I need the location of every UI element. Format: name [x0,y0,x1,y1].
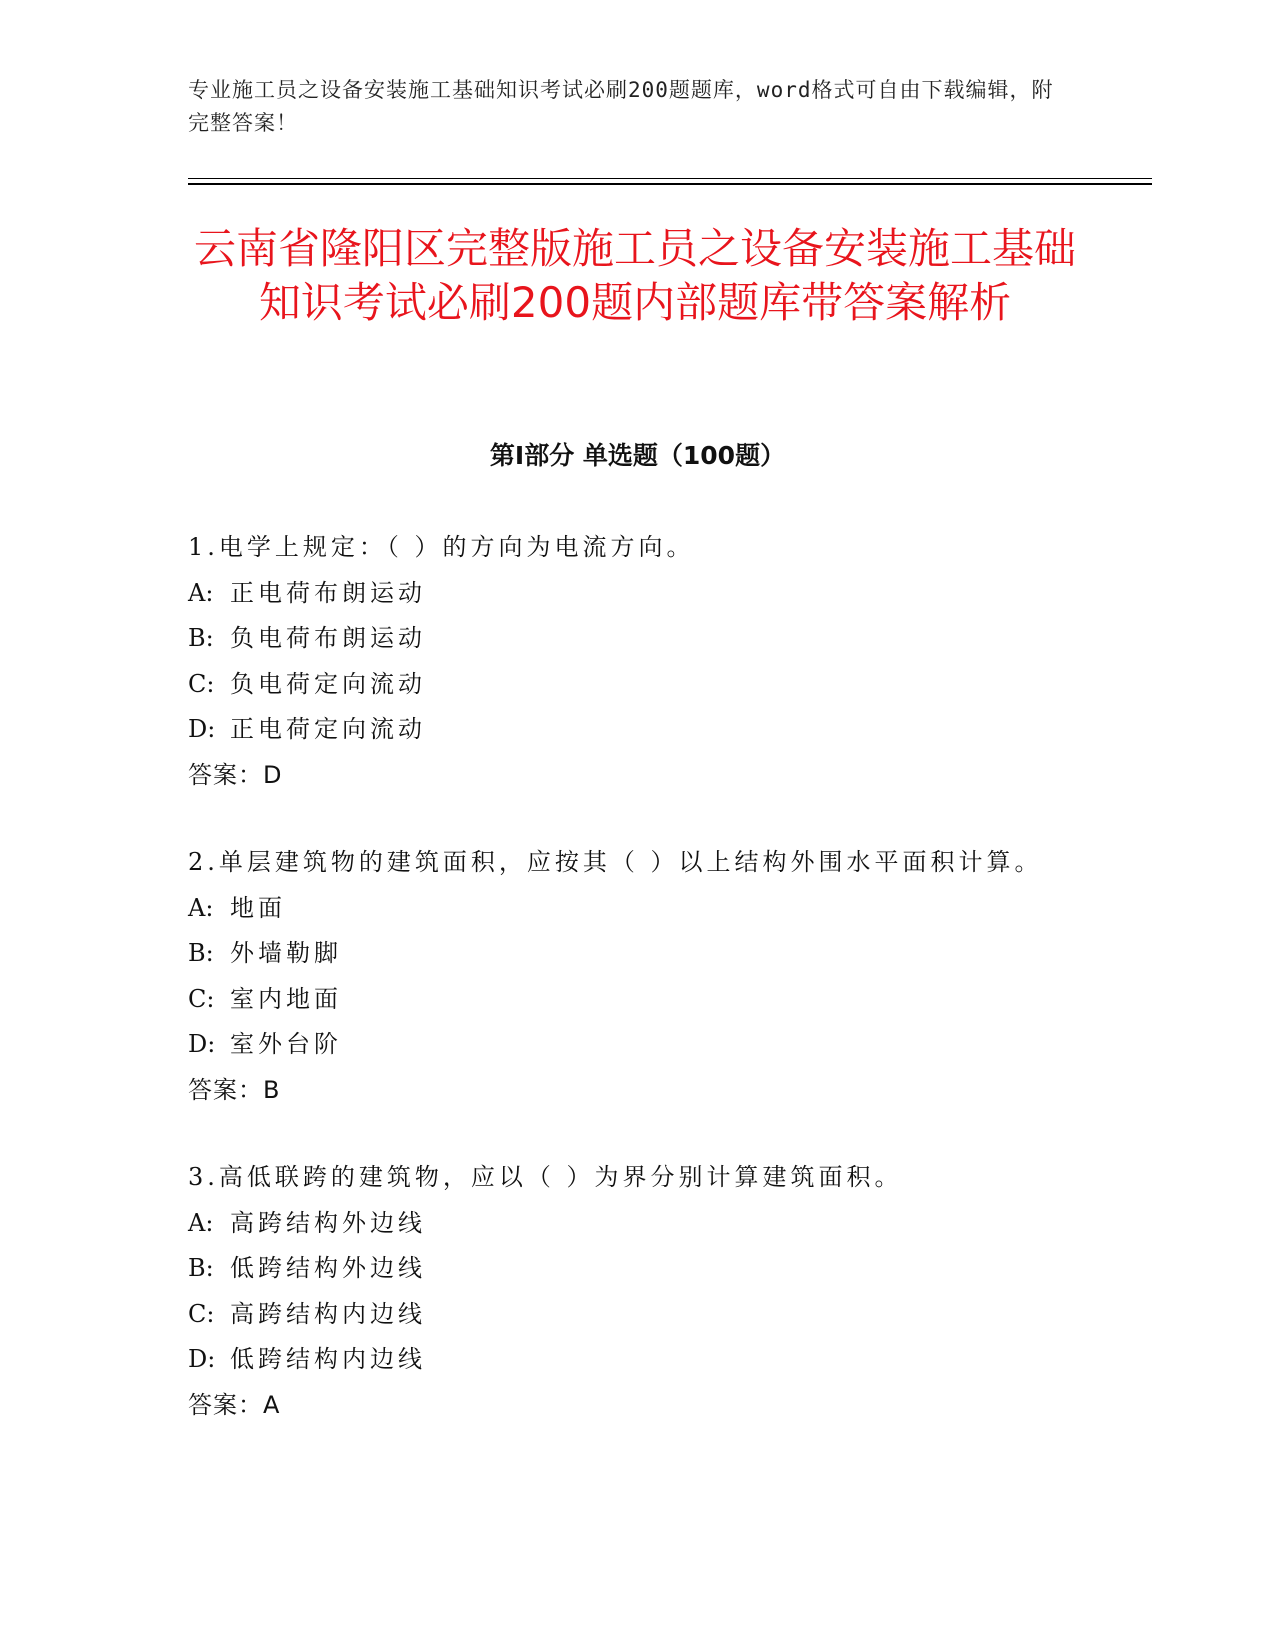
option-c [188,1292,1188,1338]
header-divider-thick [188,183,1152,185]
option-text: 高跨结构外边线 [230,1208,426,1237]
option-c [188,662,1188,708]
option-letter: D: [188,1030,216,1058]
option-letter: A: [188,1208,214,1237]
option-a [188,1201,1188,1247]
option-text: 地面 [230,893,286,922]
option-text: 负电荷布朗运动 [230,624,426,652]
document-title: 云南省隆阳区完整版施工员之设备安装施工基础知识考试必刷200题内部题库带答案解析 [193,224,1076,327]
header-divider-thin [188,178,1152,179]
question-list [188,525,1188,1470]
option-letter: C: [188,669,215,698]
option-d [188,1337,1188,1383]
option-d [188,707,1188,753]
question-3 [188,1155,1188,1428]
option-text: 正电荷定向流动 [230,715,426,743]
option-b [188,931,1188,977]
option-text: 正电荷布朗运动 [230,578,426,607]
option-d [188,1022,1188,1068]
option-text: 低跨结构外边线 [230,1254,426,1282]
option-letter: B: [188,624,214,652]
option-letter: C: [188,984,215,1013]
option-text: 室内地面 [230,984,342,1013]
option-letter: B: [188,939,214,967]
option-b [188,616,1188,662]
option-text: 外墙勒脚 [230,939,342,967]
header-note: 专业施工员之设备安装施工基础知识考试必刷200题题库，word格式可自由下载编辑，附完整答案！ [188,78,1054,135]
option-a [188,886,1188,932]
option-letter: A: [188,893,214,922]
question-stem: 2.单层建筑物的建筑面积，应按其（ ）以上结构外围水平面积计算。 [188,848,1043,876]
option-letter: D: [188,715,216,743]
option-letter: D: [188,1345,216,1373]
question-2 [188,840,1188,1113]
option-letter: A: [188,578,214,607]
answer: 答案：A [188,1390,281,1419]
option-b [188,1246,1188,1292]
option-a [188,571,1188,617]
question-stem: 1.电学上规定：（ ）的方向为电流方向。 [188,533,695,561]
option-letter: C: [188,1299,215,1328]
option-text: 负电荷定向流动 [230,669,426,698]
answer: 答案：D [188,760,283,789]
option-letter: B: [188,1254,214,1282]
option-c [188,977,1188,1023]
option-text: 室外台阶 [230,1030,342,1058]
answer: 答案：B [188,1075,281,1104]
question-stem: 3.高低联跨的建筑物，应以（ ）为界分别计算建筑面积。 [188,1163,903,1191]
option-text: 高跨结构内边线 [230,1299,426,1328]
question-1 [188,525,1188,798]
section-title: 第Ⅰ部分 单选题（100题） [489,441,786,470]
option-text: 低跨结构内边线 [230,1345,426,1373]
